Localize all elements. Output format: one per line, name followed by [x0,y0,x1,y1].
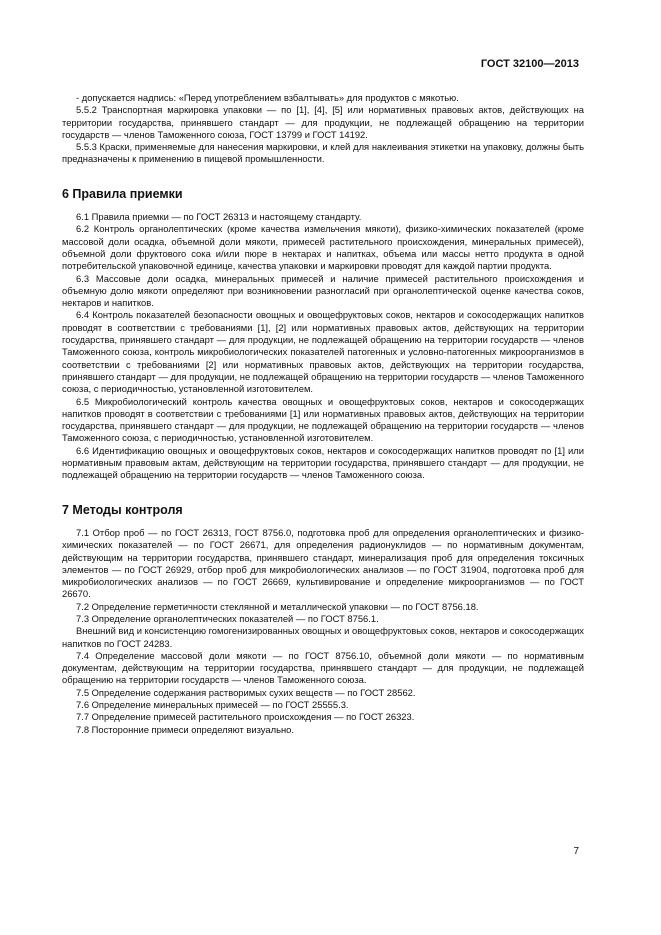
paragraph-5-5-2: 5.5.2 Транспортная маркировка упаковки — по [1], [4], [5] или нормативных правовых актов, действующих на территории государства, принявшего стандарт — для продукции, не подлежащей обращению на территории государств — членов Таможенного союза, ГОСТ 13799 и ГОСТ 14192. [62,104,584,140]
paragraph-7-2: 7.2 Определение герметичности стеклянной и металлической упаковки — по ГОСТ 8756.18. [76,600,479,612]
paragraph-6-4: 6.4 Контроль показателей безопасности овощных и овощефруктовых соков, нектаров и сокосодержащих напитков проводят в соответствии с требованиями [1], [2] или нормативных правовых актов, действующих на территории государства, принявшего стандарт — для продукции, не подлежащей обращению на территории государств — членов Таможенного союза, контроль микробиологических показателей патогенных и условно-патогенных микроорганизмов в соответствии с требованиями [2] или нормативных правовых актов, действующих на территории государства, принявшего стандарт — для продукции, не подлежащей обращению на территории государств — членов Таможенного союза, с периодичностью, установленной изготовителем. [62,309,584,395]
paragraph-6-3: 6.3 Массовые доли осадка, минеральных примесей и наличие примесей растительного происхождения и объемную долю мякоти определяют при возникновении разногласий при органолептической оценке качества соков, нектаров и напитков. [62,272,584,309]
paragraph-7-3-appearance: Внешний вид и консистенцию гомогенизированных овощных и овощефруктовых соков, нектаров и сокосодержащих напитков по ГОСТ 24283. [62,625,584,649]
paragraph-7-1: 7.1 Отбор проб — по ГОСТ 26313, ГОСТ 8756.0, подготовка проб для определения органолептических и физико-химических показателей — по ГОСТ 26671, для определения радионуклидов — по нормативным документам, действующим на территории государства, принявшего стандарт, минерализация проб для определения токсичных элементов — по ГОСТ 26929, отбор проб для микробиологических анализов — по ГОСТ 31904, подготовка проб для микробиологических анализов — по ГОСТ 26669, культивирование и определение микроорганизмов — по ГОСТ 26670. [62,526,584,600]
paragraph-intro-1: - допускается надпись: «Перед употреблением взбалтывать» для продуктов с мякотью. [76,92,459,103]
section-6-heading: 6 Правила приемки [62,186,183,201]
paragraph-7-3: 7.3 Определение органолептических показателей — по ГОСТ 8756.1. [76,612,379,624]
document-code: ГОСТ 32100—2013 [480,58,579,70]
section-7-heading: 7 Методы контроля [62,502,183,517]
paragraph-7-7: 7.7 Определение примесей растительного происхождения — по ГОСТ 26323. [76,711,415,723]
paragraph-6-6: 6.6 Идентификацию овощных и овощефруктовых соков, нектаров и сокосодержащих напитков проводят по [1] или нормативным правовым актам, действующим на территории государства, принявшего стандарт — для продукции, не подлежащей обращению на территории государств — членов Таможенного союза. [62,444,584,481]
paragraph-6-2: 6.2 Контроль органолептических (кроме качества измельчения мякоти), физико-химических показателей (кроме массовой доли осадка, объемной доли мякоти, примесей растительного происхождения, минеральных примесей), объемной доли фруктового сока и/или пюре в нектарах и напитках, объема или массы нетто продукта в одной потребительской упаковочной единице, качества упаковки и маркировки проводят для каждой партии продукта. [62,223,584,272]
page-content [62,92,584,736]
paragraph-7-8: 7.8 Посторонние примеси определяют визуально. [76,723,294,735]
paragraph-7-4: 7.4 Определение массовой доли мякоти — по ГОСТ 8756.10, объемной доли мякоти — по нормативным документам, действующим на территории государства, принявшего стандарт — для продукции, не подлежащей обращению на территории государств — членов Таможенного союза. [62,649,584,686]
paragraph-6-5: 6.5 Микробиологический контроль качества овощных и овощефруктовых соков, нектаров и сокосодержащих напитков проводят в соответствии с требованиями [1] или нормативных правовых актов, действующих на территории государства, принявшего стандарт — для продукции, не подлежащей обращению на территории государств — членов Таможенного союза, с периодичностью, установленной изготовителем. [62,395,584,444]
page-number: 7 [573,846,579,857]
paragraph-6-1: 6.1 Правила приемки — по ГОСТ 26313 и настоящему стандарту. [76,211,362,223]
paragraph-5-5-3: 5.5.3 Краски, применяемые для нанесения маркировки, и клей для наклеивания этикетки на упаковку, должны быть предназначены к применению в пищевой промышленности. [62,141,584,165]
paragraph-7-5: 7.5 Определение содержания растворимых сухих веществ — по ГОСТ 28562. [76,686,416,698]
paragraph-7-6: 7.6 Определение минеральных примесей — по ГОСТ 25555.3. [76,699,349,711]
